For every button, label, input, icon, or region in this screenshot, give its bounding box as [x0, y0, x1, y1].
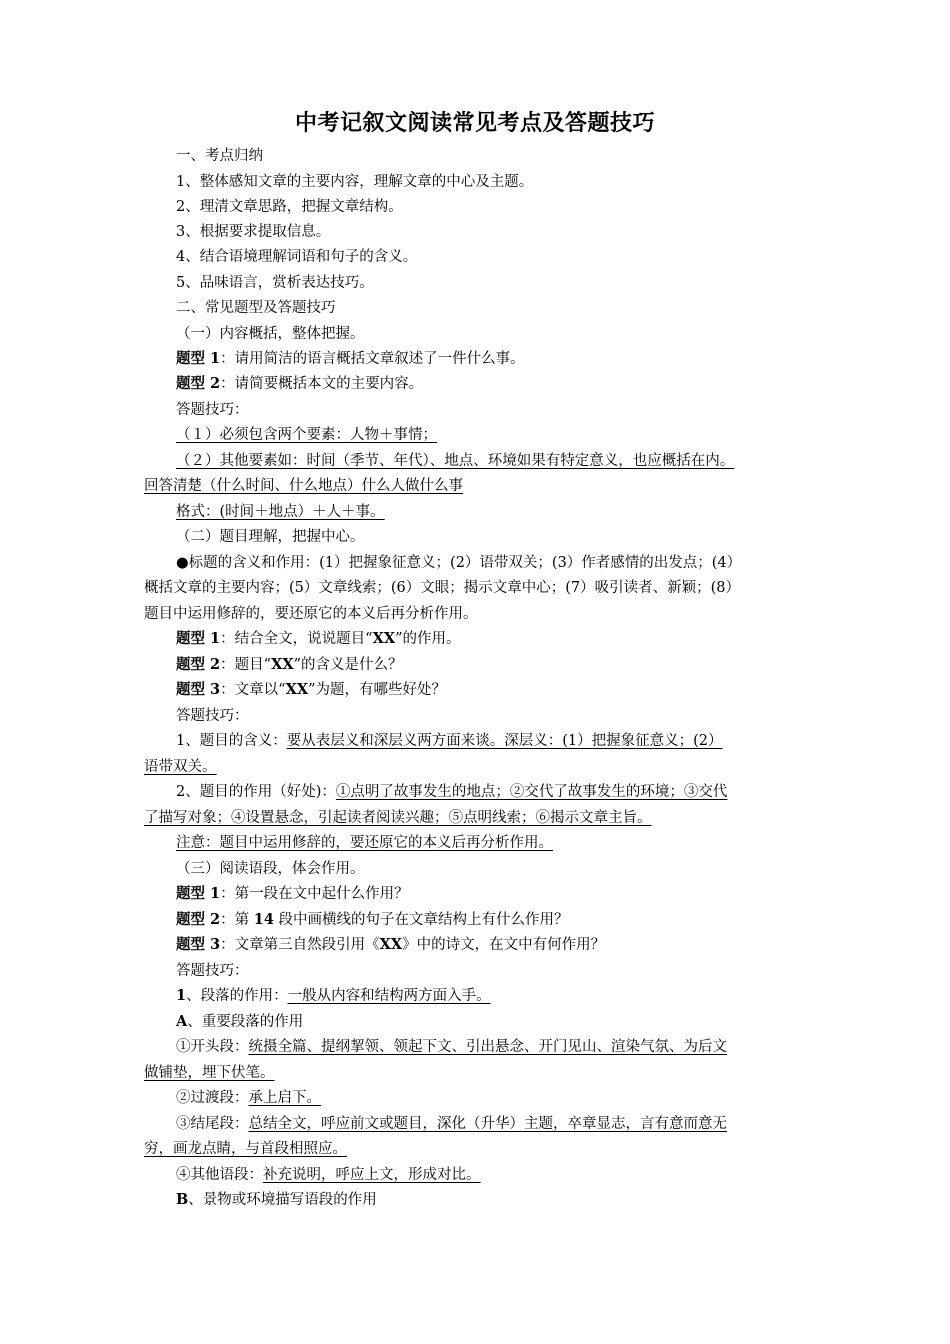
item-number: 1 [176, 987, 187, 1004]
question-type [176, 655, 403, 675]
tip-line: （１）必须包含两个要素：人物＋事情； [176, 427, 437, 443]
item-letter: A [176, 1013, 188, 1030]
section-heading: 二、常见题型及答题技巧 [176, 300, 336, 316]
question-text: ：第一段在文中起什么作用？ [220, 886, 409, 902]
answer-text: 统摄全篇、提纲挈领、领起下文、引出悬念、开门见山、渲染气氛、为后文 [248, 1039, 727, 1055]
sub-heading [176, 1012, 303, 1032]
question-label: 题型 1 [176, 350, 221, 367]
answer-line [176, 731, 723, 751]
item-letter: B [176, 1191, 189, 1208]
question-text: ：结合全文，说说题目“ [220, 631, 373, 647]
paragraph-number: 14 [253, 911, 274, 928]
answer-lead: ①开头段： [176, 1039, 249, 1055]
answer-line [176, 1037, 727, 1057]
tip-line: 回答清楚（什么时间、什么地点）什么人做什么事 [144, 478, 463, 494]
subsection-heading: （二）题目理解，把握中心。 [176, 529, 365, 545]
answer-line [176, 1114, 727, 1134]
answer-lead: ④其他语段： [176, 1167, 263, 1183]
question-label: 题型 3 [176, 681, 221, 698]
question-text: ：文章第三自然段引用《 [220, 937, 380, 953]
question-label: 题型 1 [176, 885, 221, 902]
answer-lead: 1、题目的含义： [176, 733, 287, 749]
answer-lead: ③结尾段： [176, 1116, 249, 1132]
answer-text: ①点明了故事发生的地点；②交代了故事发生的环境；③交代 [335, 784, 728, 800]
placeholder-xx: XX [285, 681, 309, 698]
question-type [176, 935, 605, 955]
question-text: ”为题，有哪些好处？ [308, 682, 446, 698]
answer-text: 承上启下。 [248, 1090, 321, 1106]
list-item: 3、根据要求提取信息。 [176, 224, 331, 240]
page-title: 中考记叙文阅读常见考点及答题技巧 [294, 111, 655, 136]
list-item: 5、品味语言，赏析表达技巧。 [176, 275, 374, 291]
placeholder-xx: XX [379, 936, 403, 953]
answer-line: 了描写对象；④设置悬念，引起读者阅读兴趣；⑤点明线索；⑥揭示文章主旨。 [144, 810, 652, 826]
subsection-heading: （三）阅读语段，体会作用。 [176, 861, 365, 877]
sub-heading-text: 、景物或环境描写语段的作用 [188, 1192, 377, 1208]
tips-label: 答题技巧： [176, 963, 249, 979]
answer-line: 做铺垫，埋下伏笔。 [144, 1065, 275, 1081]
answer-text: 要从表层义和深层义两方面来谈。深层义：(1）把握象征意义；(2） [286, 733, 723, 749]
list-item: 4、结合语境理解词语和句子的含义。 [176, 249, 418, 265]
question-label: 题型 2 [176, 656, 221, 673]
sub-heading-text: 、重要段落的作用 [187, 1014, 304, 1030]
answer-line [176, 782, 727, 802]
question-text: 》中的诗文，在文中有何作用？ [402, 937, 606, 953]
sub-heading [176, 1190, 377, 1210]
answer-text: 补充说明，呼应上文，形成对比。 [263, 1167, 481, 1183]
question-label: 题型 3 [176, 936, 221, 953]
question-text: ：第 [220, 912, 254, 928]
question-text: ：题目“ [220, 657, 272, 673]
answer-lead: 、段落的作用： [186, 988, 288, 1004]
answer-line [176, 986, 491, 1006]
subsection-heading: （一）内容概括，整体把握。 [176, 326, 365, 342]
bullet-paragraph: 概括文章的主要内容；(5）文章线索；(6）文眼；揭示文章中心；(7）吸引读者、新颖；(8） [144, 580, 741, 596]
answer-lead: ②过渡段： [176, 1090, 249, 1106]
answer-text: 一般从内容和结构两方面入手。 [287, 988, 491, 1004]
question-text: ”的作用。 [395, 631, 461, 647]
question-type [176, 680, 446, 700]
question-label: 题型 2 [176, 911, 221, 928]
question-text: ：请简要概括本文的主要内容。 [220, 376, 424, 392]
question-label: 题型 2 [176, 375, 221, 392]
question-label: 题型 1 [176, 630, 221, 647]
answer-line: 穷，画龙点睛，与首段相照应。 [144, 1141, 347, 1157]
tips-label: 答题技巧： [176, 402, 249, 418]
note-line: 注意：题目中运用修辞的，要还原它的本义后再分析作用。 [176, 835, 553, 851]
question-type [176, 349, 525, 369]
list-item: 2、理清文章思路，把握文章结构。 [176, 199, 403, 215]
question-text: ：文章以“ [220, 682, 286, 698]
question-type [176, 629, 461, 649]
placeholder-xx: XX [271, 656, 294, 673]
question-text: ：请用简洁的语言概括文章叙述了一件什么事。 [220, 351, 525, 367]
bullet-paragraph: ●标题的含义和作用：(1）把握象征意义；(2）语带双关；(3）作者感情的出发点；(4） [176, 555, 742, 571]
question-text: ”的含义是什么？ [293, 657, 403, 673]
format-line: 格式：(时间＋地点）＋人＋事。 [176, 504, 385, 520]
question-type [176, 910, 569, 930]
tip-line: （２）其他要素如：时间（季节、年代）、地点、环境如果有特定意义，也应概括在内。 [176, 453, 735, 469]
answer-lead: 2、题目的作用（好处)： [176, 784, 336, 800]
tips-label: 答题技巧： [176, 708, 249, 724]
answer-line [176, 1088, 321, 1108]
question-text: 段中画横线的句子在文章结构上有什么作用？ [273, 912, 569, 928]
question-type [176, 374, 423, 394]
answer-line: 语带双关。 [144, 759, 217, 775]
answer-text: 总结全文，呼应前文或题目，深化（升华）主题，卒章显志，言有意而意无 [248, 1116, 727, 1132]
bullet-paragraph: 题目中运用修辞的，要还原它的本义后再分析作用。 [144, 606, 478, 622]
answer-line [176, 1165, 481, 1185]
placeholder-xx: XX [372, 630, 396, 647]
question-type [176, 884, 409, 904]
list-item: 1、整体感知文章的主要内容，理解文章的中心及主题。 [176, 174, 534, 190]
section-heading: 一、考点归纳 [176, 148, 263, 164]
